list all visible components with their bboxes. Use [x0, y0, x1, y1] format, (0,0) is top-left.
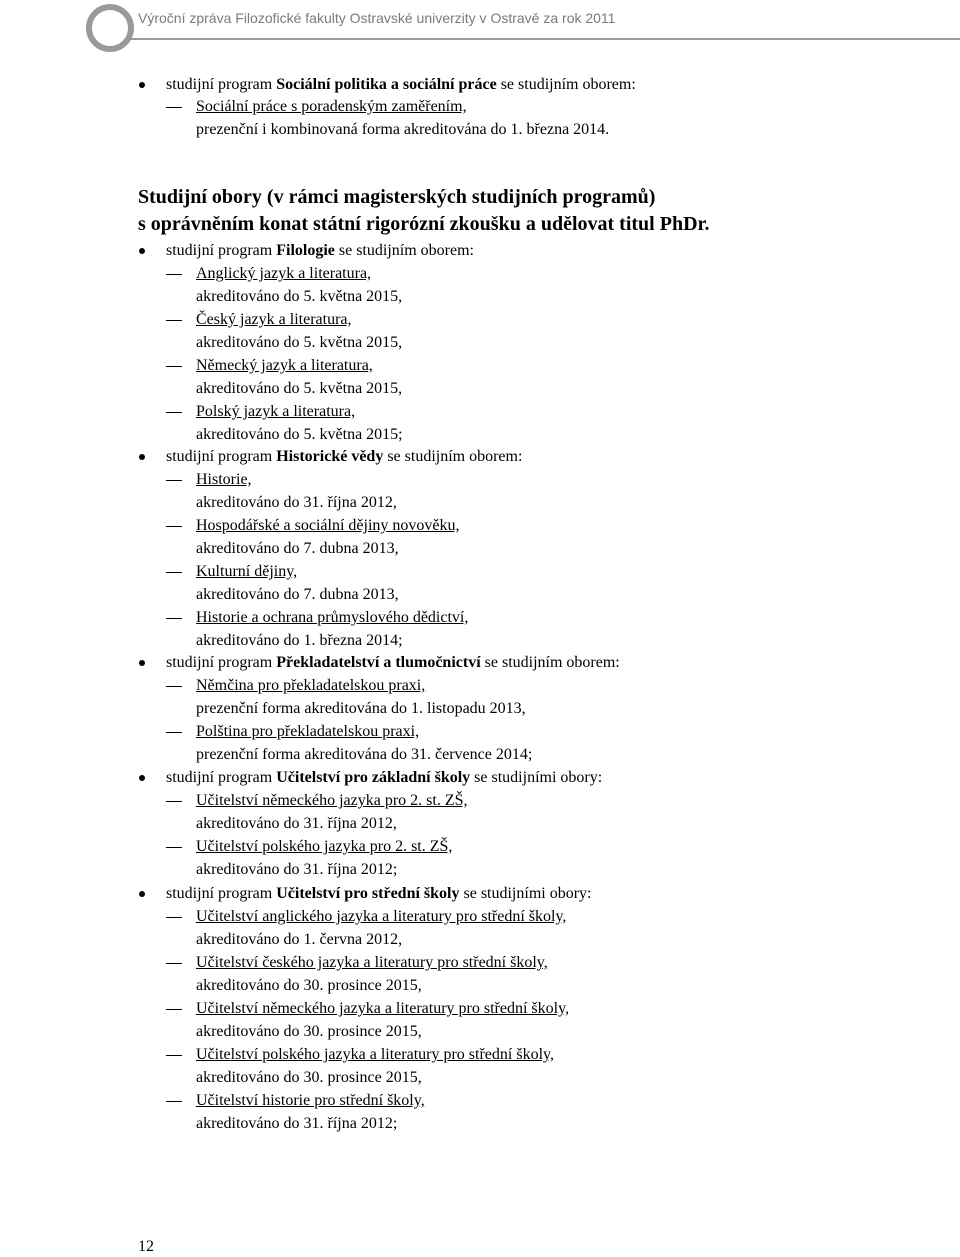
field-note: akreditováno do 30. prosince 2015, — [196, 1023, 422, 1040]
field-note: akreditováno do 5. května 2015, — [196, 380, 403, 397]
dash-icon — [166, 526, 182, 527]
field-name: Učitelství polského jazyka pro 2. st. ZŠ, — [196, 838, 453, 855]
field-note: akreditováno do 5. května 2015; — [196, 426, 403, 443]
dash-icon — [166, 320, 182, 321]
field-name: Polština pro překladatelskou praxi, — [196, 723, 420, 740]
program-name: Historické vědy — [276, 448, 384, 465]
dash-icon — [166, 801, 182, 802]
dash-icon — [166, 847, 182, 848]
dash-icon — [166, 412, 182, 413]
dash-icon — [166, 274, 182, 275]
field-note: akreditováno do 5. května 2015, — [196, 288, 403, 305]
field-name: Kulturní dějiny, — [196, 563, 298, 580]
page-number: 12 — [138, 1238, 154, 1255]
section-heading-line2: s oprávněním konat státní rigorózní zkoušku a udělovat titul PhDr. — [138, 213, 710, 235]
field-note: akreditováno do 31. října 2012, — [196, 494, 397, 511]
field-note: akreditováno do 1. června 2012, — [196, 931, 403, 948]
bullet-icon — [139, 454, 145, 460]
field-name: Historie a ochrana průmyslového dědictví, — [196, 609, 469, 626]
header-rule — [128, 38, 960, 40]
field-name: Německý jazyk a literatura, — [196, 357, 373, 374]
dash-icon — [166, 618, 182, 619]
section-heading-line1: Studijní obory (v rámci magisterských studijních programů) — [138, 186, 656, 208]
dash-icon — [166, 366, 182, 367]
bullet-icon — [139, 82, 145, 88]
bullet-icon — [139, 660, 145, 666]
field-note: prezenční forma akreditována do 1. listopadu 2013, — [196, 700, 526, 717]
program-line: studijní program Historické vědy se studijním oborem: — [166, 448, 523, 465]
field-name: Učitelství českého jazyka a literatury pro střední školy, — [196, 954, 548, 971]
field-name: Němčina pro překladatelskou praxi, — [196, 677, 426, 694]
field-note: akreditováno do 7. dubna 2013, — [196, 586, 399, 603]
field-name: Učitelství německého jazyka a literatury pro střední školy, — [196, 1000, 570, 1017]
bullet-icon — [139, 891, 145, 897]
field-note: akreditováno do 5. května 2015, — [196, 334, 403, 351]
dash-icon — [166, 963, 182, 964]
top-program-line: studijní program Sociální politika a sociální práce se studijním oborem: — [166, 76, 636, 93]
dash-icon — [166, 1009, 182, 1010]
field-note: akreditováno do 31. října 2012, — [196, 815, 397, 832]
field-name: Učitelství anglického jazyka a literatury pro střední školy, — [196, 908, 567, 925]
program-name: Překladatelství a tlumočnictví — [276, 654, 481, 671]
field-note: akreditováno do 31. října 2012; — [196, 861, 398, 878]
dash-icon — [166, 686, 182, 687]
field-name: Anglický jazyk a literatura, — [196, 265, 372, 282]
field-name: Učitelství polského jazyka a literatury pro střední školy, — [196, 1046, 554, 1063]
field-name: Učitelství historie pro střední školy, — [196, 1092, 425, 1109]
field-name: Hospodářské a sociální dějiny novověku, — [196, 517, 460, 534]
field-name: Učitelství německého jazyka pro 2. st. ZŠ, — [196, 792, 468, 809]
dash-icon — [166, 1101, 182, 1102]
header-title: Výroční zpráva Filozofické fakulty Ostravské univerzity v Ostravě za rok 2011 — [138, 10, 616, 26]
field-note: akreditováno do 1. března 2014; — [196, 632, 403, 649]
field-name: Polský jazyk a literatura, — [196, 403, 356, 420]
program-name: Učitelství pro základní školy — [276, 769, 471, 786]
top-program-field: Sociální práce s poradenským zaměřením, — [196, 98, 467, 115]
dash-icon — [166, 917, 182, 918]
bullet-icon — [139, 775, 145, 781]
page-header — [0, 0, 960, 40]
field-note: akreditováno do 30. prosince 2015, — [196, 1069, 422, 1086]
dash-icon — [166, 572, 182, 573]
dash-icon — [166, 1055, 182, 1056]
field-note: akreditováno do 31. října 2012; — [196, 1115, 398, 1132]
program-line: studijní program Učitelství pro střední školy se studijními obory: — [166, 885, 592, 902]
program-name: Filologie — [276, 242, 335, 259]
bullet-icon — [139, 248, 145, 254]
program-line: studijní program Učitelství pro základní školy se studijními obory: — [166, 769, 603, 786]
program-line: studijní program Překladatelství a tlumočnictví se studijním oborem: — [166, 654, 620, 671]
top-program-note: prezenční i kombinovaná forma akreditována do 1. března 2014. — [196, 121, 610, 138]
dash-icon — [166, 732, 182, 733]
header-circle-logo — [86, 4, 134, 52]
field-note: akreditováno do 7. dubna 2013, — [196, 540, 399, 557]
dash-icon — [166, 480, 182, 481]
dash-icon — [166, 107, 182, 108]
field-name: Český jazyk a literatura, — [196, 311, 352, 328]
field-note: prezenční forma akreditována do 31. července 2014; — [196, 746, 533, 763]
program-name: Učitelství pro střední školy — [276, 885, 460, 902]
field-name: Historie, — [196, 471, 252, 488]
field-note: akreditováno do 30. prosince 2015, — [196, 977, 422, 994]
top-program-name: Sociální politika a sociální práce — [276, 76, 497, 93]
program-line: studijní program Filologie se studijním oborem: — [166, 242, 474, 259]
